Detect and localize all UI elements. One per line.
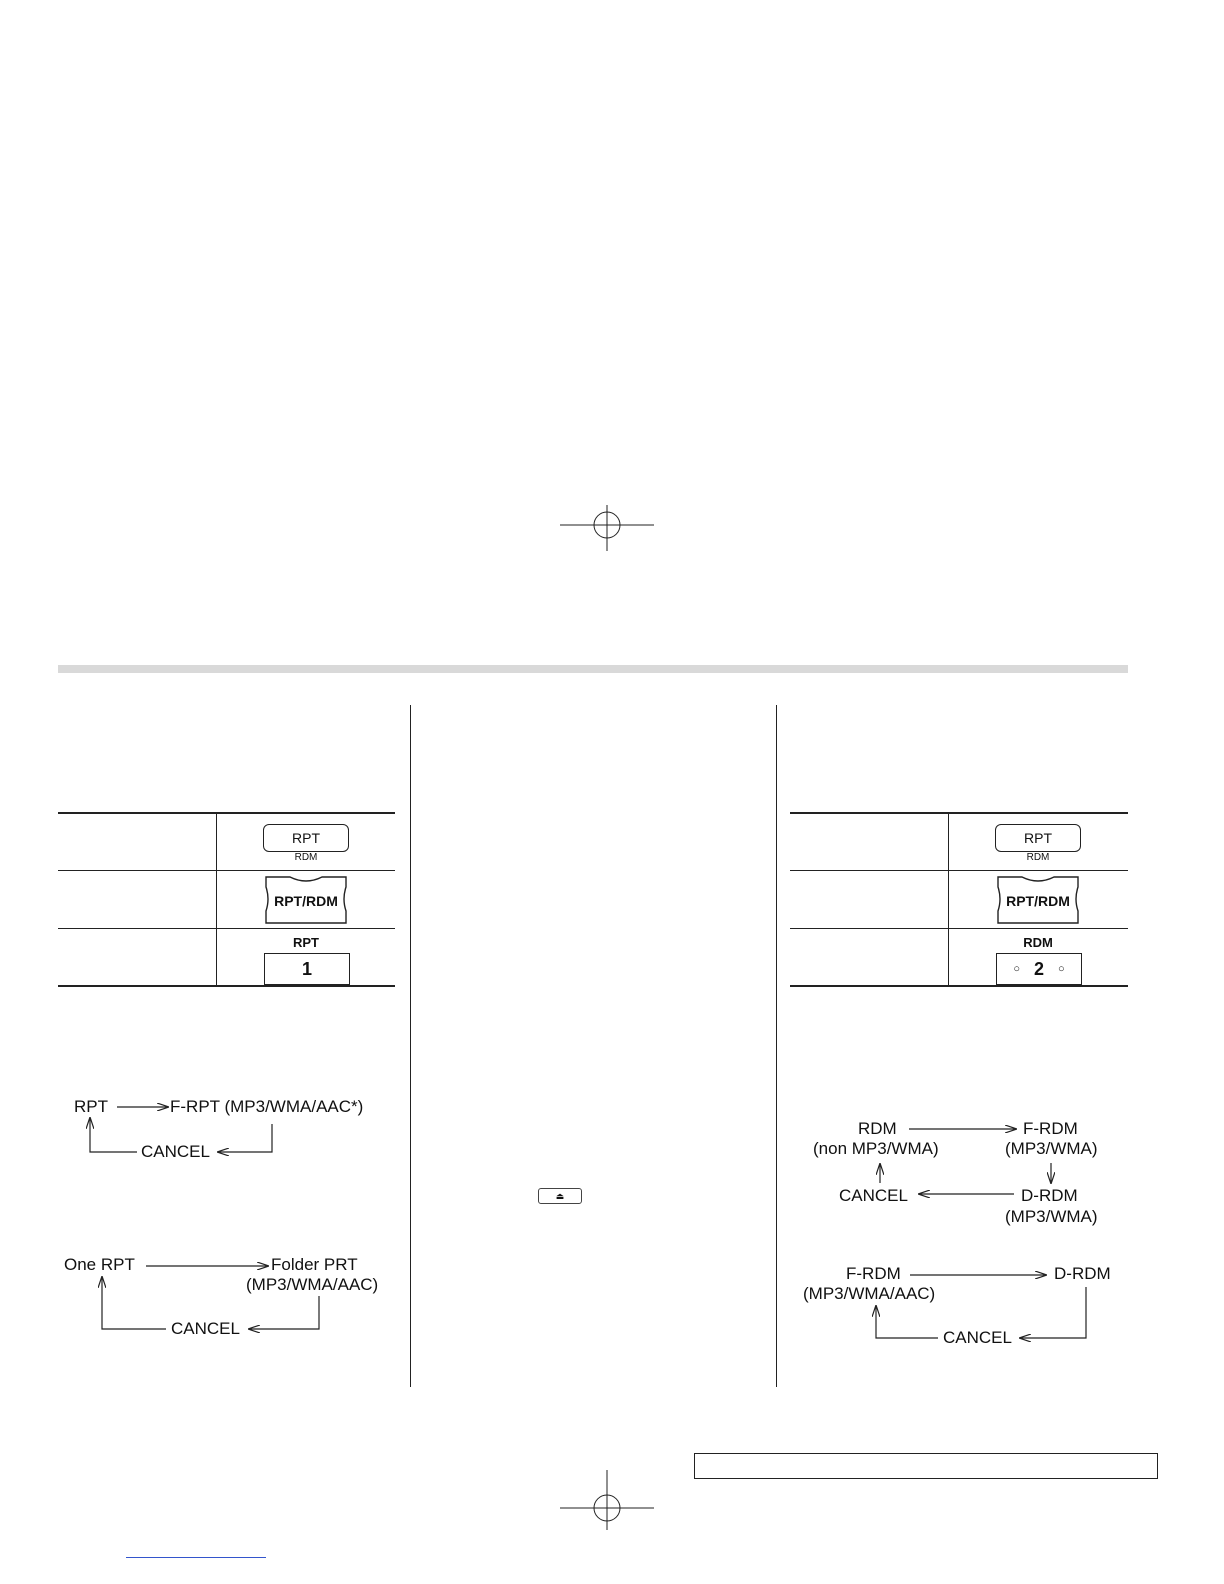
cancel-node: CANCEL: [171, 1319, 240, 1338]
cancel-node: CANCEL: [141, 1142, 210, 1161]
rpt-button-label: RPT: [292, 830, 320, 846]
f-rpt-node: F-RPT (MP3/WMA/AAC*): [170, 1097, 364, 1116]
f-rdm-node: F-RDM: [1023, 1119, 1078, 1138]
circle-icon: ○: [1013, 963, 1020, 975]
eject-button[interactable]: [538, 1188, 582, 1204]
d-rdm-node-formats: (MP3/WMA): [1005, 1207, 1098, 1226]
rdm-display-value: 2: [1033, 958, 1044, 979]
cancel-node: CANCEL: [839, 1186, 908, 1205]
rpt-rdm-button-right-label: RPT/RDM: [1006, 893, 1070, 909]
circle-icon: ○: [1058, 963, 1065, 975]
rpt-display-value: 1: [301, 958, 312, 979]
rdm-sub-label: RDM: [294, 852, 318, 863]
f-rdm-node-formats: (MP3/WMA): [1005, 1139, 1098, 1158]
rpt-button-right-label: RPT: [1024, 830, 1052, 846]
one-rpt-node: One RPT: [64, 1255, 135, 1274]
rdm-sub-label-right: RDM: [1026, 852, 1050, 863]
rdm-display-label: RDM: [1023, 935, 1053, 950]
folder-prt-formats: (MP3/WMA/AAC): [246, 1275, 379, 1294]
footer-link-underline[interactable]: [126, 1557, 266, 1558]
rpt-rdm-button-label: RPT/RDM: [274, 893, 338, 909]
rpt-display-label: RPT: [293, 935, 319, 950]
d-rdm-node: D-RDM: [1054, 1264, 1111, 1283]
footer-box: [694, 1453, 1158, 1479]
rpt-node: RPT: [74, 1097, 108, 1116]
folder-prt-node: Folder PRT: [271, 1255, 358, 1274]
rdm-node-formats: (non MP3/WMA): [813, 1139, 939, 1158]
eject-icon: ⏏: [555, 1190, 565, 1201]
d-rdm-node: D-RDM: [1021, 1186, 1078, 1205]
f-rdm-node-formats: (MP3/WMA/AAC): [803, 1284, 936, 1303]
f-rdm-node: F-RDM: [846, 1264, 901, 1283]
cancel-node: CANCEL: [943, 1328, 1012, 1347]
rdm-node: RDM: [858, 1119, 897, 1138]
